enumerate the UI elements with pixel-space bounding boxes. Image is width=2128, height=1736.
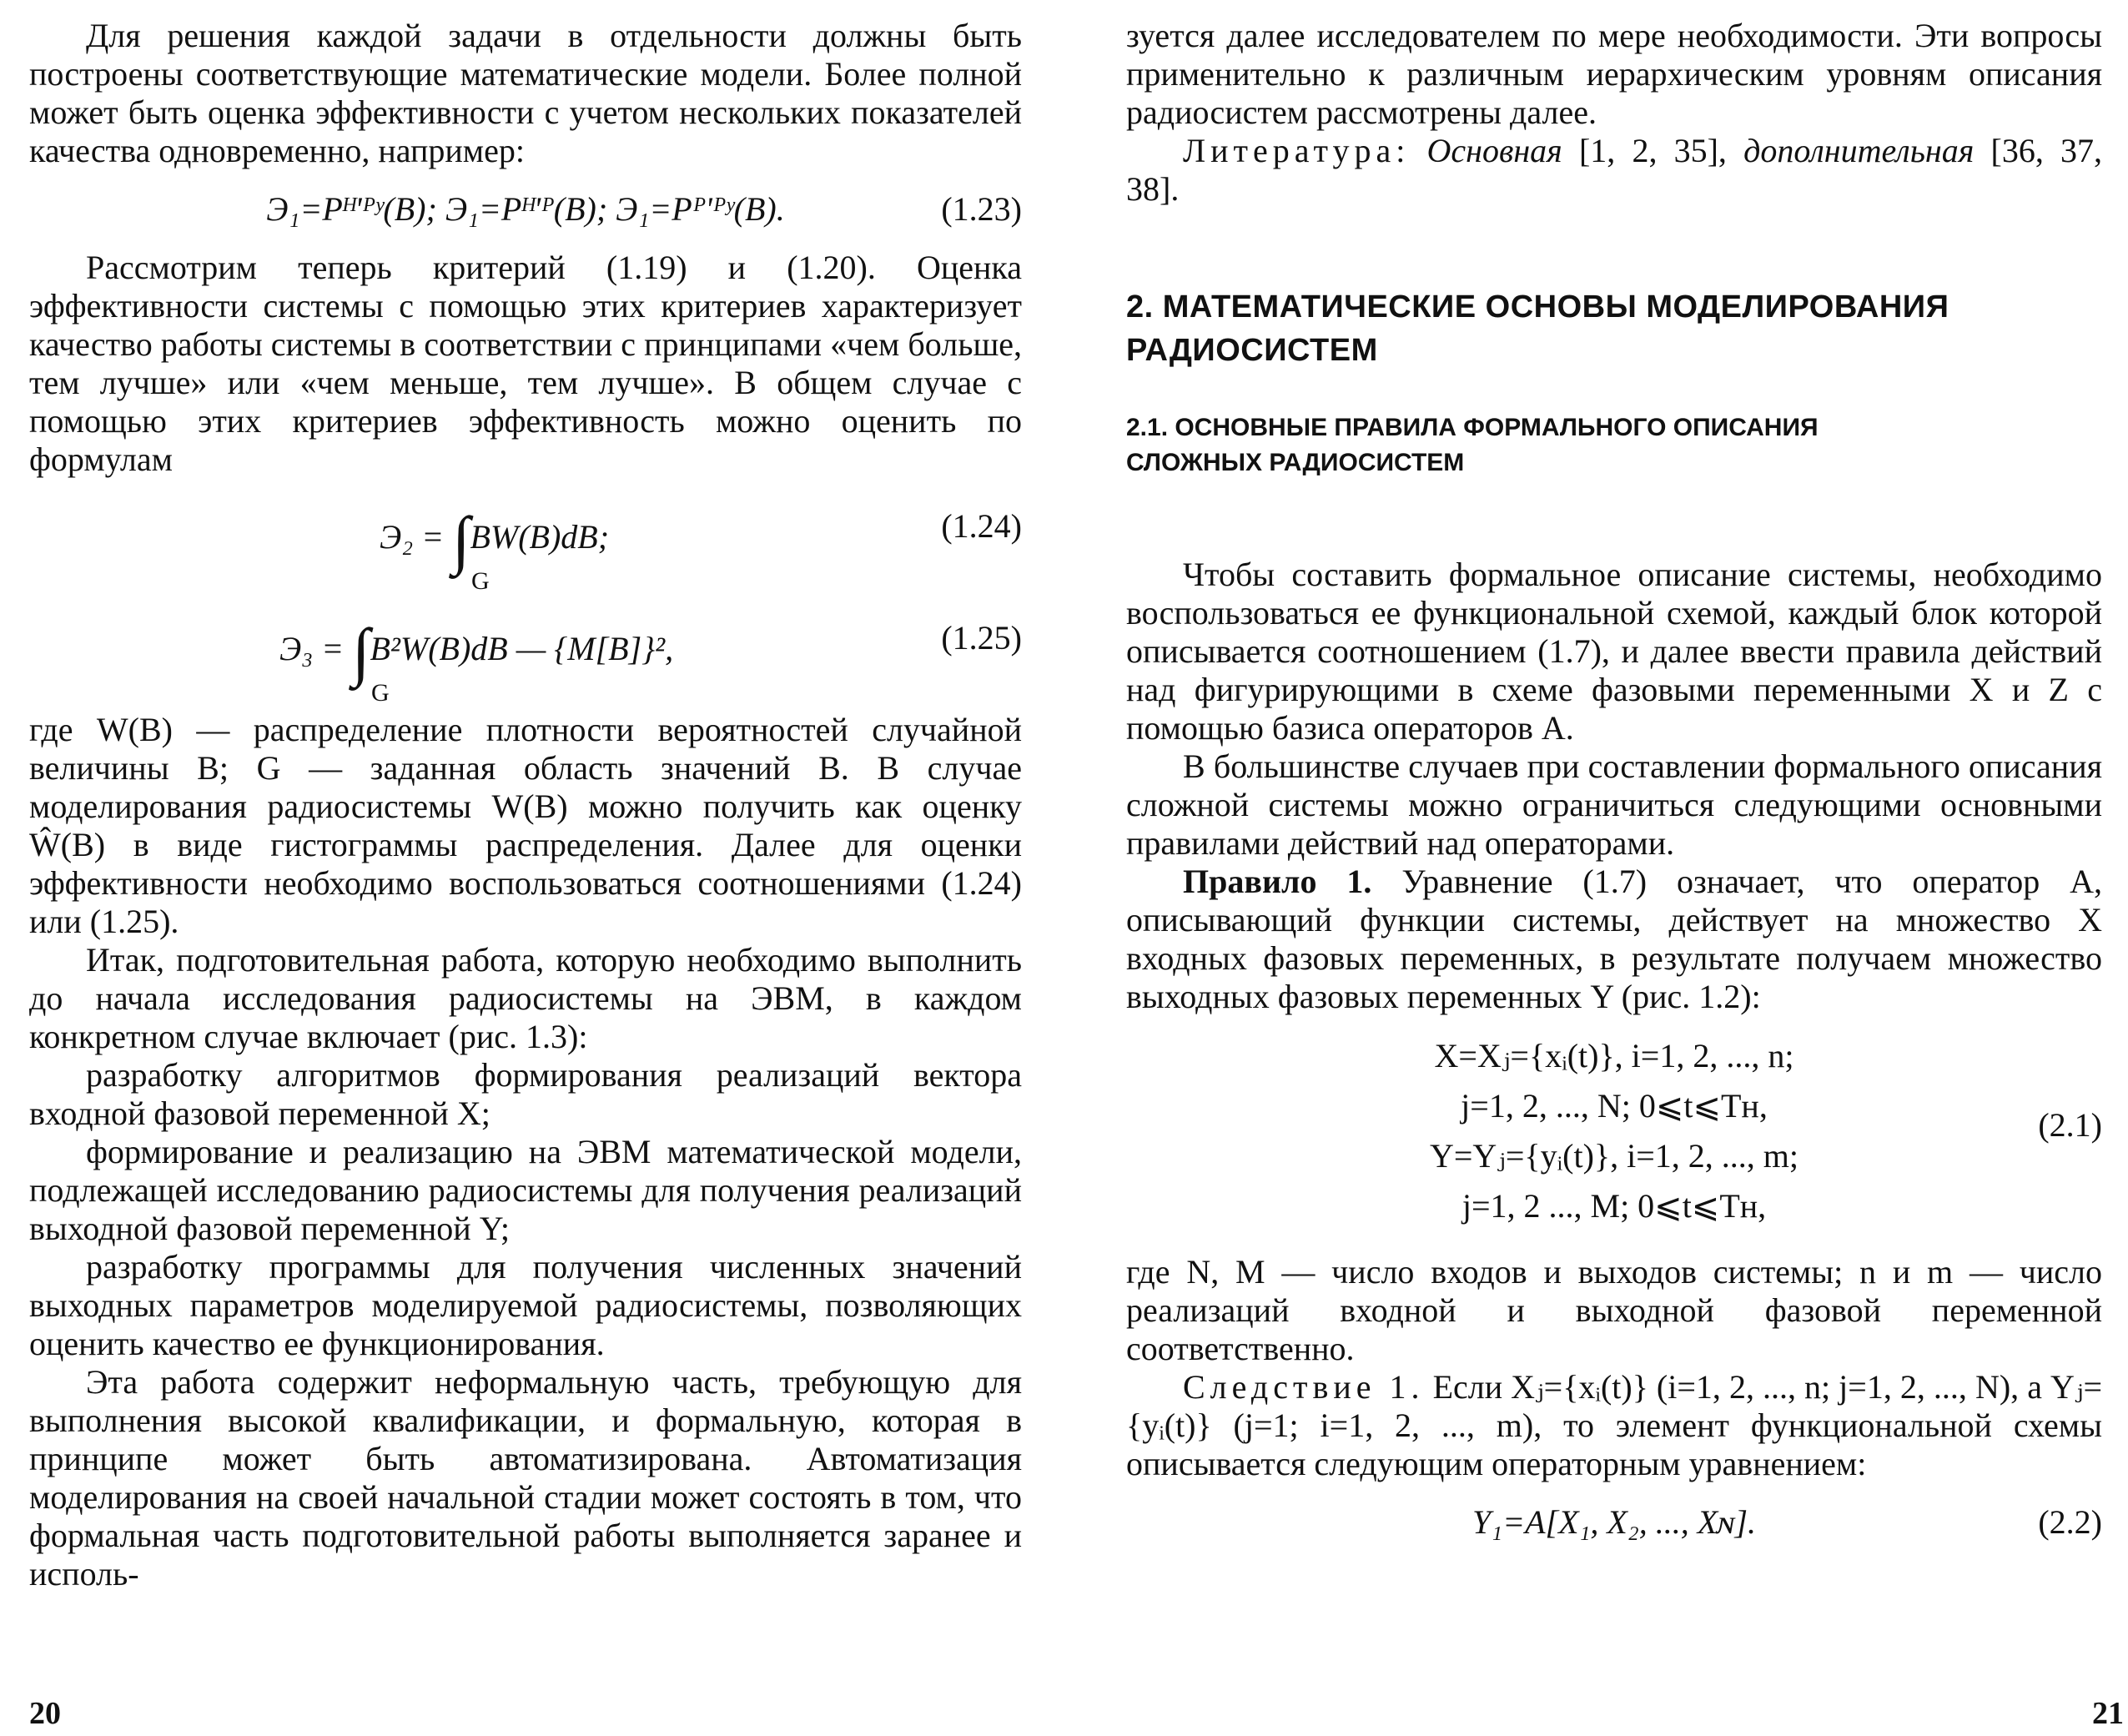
formula-2-2 [1126,1503,2102,1542]
integral-sign: ∫ [352,615,370,687]
formula-line: j=1, 2 ..., M; 0⩽t⩽Tн, [1461,1187,1767,1225]
page-number: 21 [2092,1696,2124,1731]
paragraph: Чтобы составить формальное описание системы, необходимо воспользоваться ее функциональной схемой, каждый блок которой описывается соотношением (1.7), и далее ввести правила действий над фигурирующими в схеме фазовыми переменными X и Z с помощью базиса операторов A. [1126,556,2102,747]
paragraph: Рассмотрим теперь критерий (1.19) и (1.20). Оценка эффективности системы с помощью этих критериев характеризует качество работы системы в соответствии с принципами «чем больше, тем лучше» или «чем меньше, тем лучше». В общем случае с помощью этих критериев эффективность можно оценить по формулам [29,249,1022,478]
equation-number: (1.24) [941,507,1022,545]
list-item: разработку программы для получения численных значений выходных параметров моделируемой радиосистемы, позволяющих оценить качество ее функционирования. [29,1248,1022,1362]
paragraph: В большинстве случаев при составлении формального описания сложной системы можно ограничиться следующими основными правилами действий над операторами. [1126,747,2102,862]
literature-main-label: Основная [1426,132,1562,169]
literature-label: Литература: [1183,132,1411,169]
formula-1-23 [29,190,1022,229]
literature-additional-refs: [36, 37, 38]. [1126,132,2103,208]
integral-subscript: G [471,567,490,595]
formula-text: Y₁=A[X₁, X₂, ..., Xɴ]. [1471,1503,1757,1541]
consequence-text: Если Xⱼ={xᵢ(t)} (i=1, 2, ..., n; j=1, 2, ..., N), а Yⱼ={yᵢ(t)} (j=1; i=1, 2, ..., m), то элемент функциональной схемы описывается следующим операторным уравнением: [1126,1368,2103,1482]
equation-number: (1.23) [941,190,1022,228]
formula-body: B²W(B)dB — {M[B]}², [370,630,674,667]
page-number: 20 [29,1696,61,1731]
formula-1-24 [29,482,1022,595]
formula-line: Y=Yⱼ={yᵢ(t)}, i=1, 2, ..., m; [1429,1137,1799,1175]
section-heading: 2.1. ОСНОВНЫЕ ПРАВИЛА ФОРМАЛЬНОГО ОПИСАНИЯ СЛОЖНЫХ РАДИОСИСТЕМ [1126,414,1819,476]
formula-text: Э₁=Pᴴ'ᴾʸ(B); Э₁=Pᴴ'ᴾ(B); Э₁=Pᴾ'ᴾʸ(B). [266,190,785,228]
paragraph: Итак, подготовительная работа, которую необходимо выполнить до начала исследования радиосистемы на ЭВМ, в каждом конкретном случае включает (рис. 1.3): [29,941,1022,1055]
left-page [29,17,1022,1593]
integral-sign: ∫ [452,503,470,576]
equation-number: (2.2) [2038,1503,2102,1541]
list-item: разработку алгоритмов формирования реализаций вектора входной фазовой переменной X; [29,1056,1022,1132]
literature-main-refs: [1, 2, 35], [1578,132,1727,169]
chapter-heading: 2. МАТЕМАТИЧЕСКИЕ ОСНОВЫ МОДЕЛИРОВАНИЯ РАДИОСИСТЕМ [1126,289,1949,368]
right-page [1126,17,2102,1562]
formula-body: BW(B)dB; [470,518,610,556]
consequence-label: Следствие 1. [1183,1368,1425,1406]
equation-number: (2.1) [2038,1106,2102,1144]
paragraph: где N, M — число входов и выходов системы; n и m — число реализаций входной и выходной фазовой переменной соответственно. [1126,1253,2102,1367]
formula-2-1 [1126,1031,2102,1231]
integral-subscript: G [371,679,390,707]
formula-line: j=1, 2, ..., N; 0⩽t⩽Tн, [1461,1087,1768,1125]
formula-line: X=Xⱼ={xᵢ(t)}, i=1, 2, ..., n; [1434,1037,1794,1074]
formula-lhs: Э₂ = [380,518,453,556]
paragraph: Эта работа содержит неформальную часть, требующую для выполнения высокой квалификации, и формальную, которая в принципе может быть автоматизирована. Автоматизация моделирования на своей начальной стадии может состоять в том, что формальная часть подготовительной работы выполняется заранее и исполь- [29,1363,1022,1593]
rule-text: Уравнение (1.7) означает, что оператор A, описывающий функции системы, действует на множество X входных фазовых переменных, в результате получаем множество выходных фазовых переменных Y (рис. 1.2): [1126,863,2103,1015]
rule-label: Правило 1. [1183,863,1372,900]
paragraph: где W(B) — распределение плотности вероятностей случайной величины B; G — заданная область значений B. В случае моделирования радиосистемы W(B) можно получить как оценку Ŵ(B) в виде гистограммы распределения. Далее для оценки эффективности необходимо воспользоваться соотношениями (1.24) или (1.25). [29,711,1022,940]
paragraph: зуется далее исследователем по мере необходимости. Эти вопросы применительно к различным иерархическим уровням описания радиосистем рассмотрены далее. [1126,17,2102,131]
formula-1-25 [29,594,1022,707]
literature-line [1126,132,2102,209]
paragraph: Для решения каждой задачи в отдельности должны быть построены соответствующие математические модели. Более полной может быть оценка эффективности с учетом нескольких показателей качества одновременно, например: [29,17,1022,169]
rule-paragraph [1126,863,2102,1016]
consequence-paragraph [1126,1368,2102,1483]
equation-number: (1.25) [941,619,1022,657]
list-item: формирование и реализацию на ЭВМ математической модели, подлежащей исследованию радиосистемы для получения реализаций выходной фазовой переменной Y; [29,1133,1022,1247]
literature-additional-label: дополнительная [1743,132,1975,169]
formula-lhs: Э₃ = [279,630,353,667]
